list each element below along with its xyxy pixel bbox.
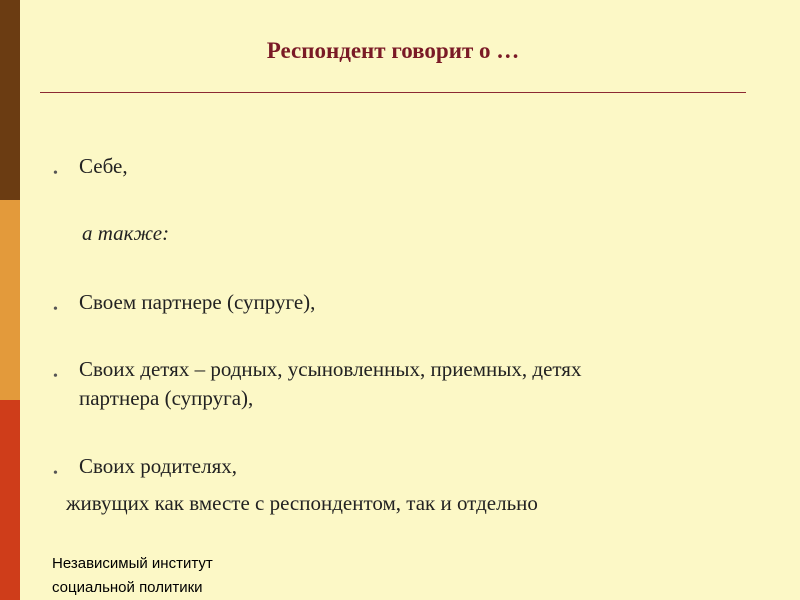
- also-label: а также:: [82, 221, 170, 245]
- bullet-item-partner: Своем партнере (супруге),: [79, 290, 316, 314]
- slide-title: Респондент говорит о …: [266, 38, 520, 63]
- footer-line-1: Независимый институт: [52, 555, 213, 572]
- bullet-icon: •: [53, 166, 58, 181]
- bullet-icon: •: [53, 369, 58, 384]
- footer-line-2: социальной политики: [52, 579, 203, 596]
- bullet-item-parents: Своих родителях,: [79, 454, 237, 478]
- bullet-item-children: Своих детях – родных, усыновленных, приемных, детях: [79, 357, 582, 381]
- bullet-icon: •: [53, 466, 58, 481]
- bullet-item-self: Себе,: [79, 154, 128, 178]
- bullet-item-parents-continuation: живущих как вместе с респондентом, так и отдельно: [66, 491, 538, 515]
- bullet-item-children-continuation: партнера (супруга),: [79, 386, 254, 410]
- footer-organization: [52, 552, 213, 600]
- bullet-icon: •: [53, 302, 58, 317]
